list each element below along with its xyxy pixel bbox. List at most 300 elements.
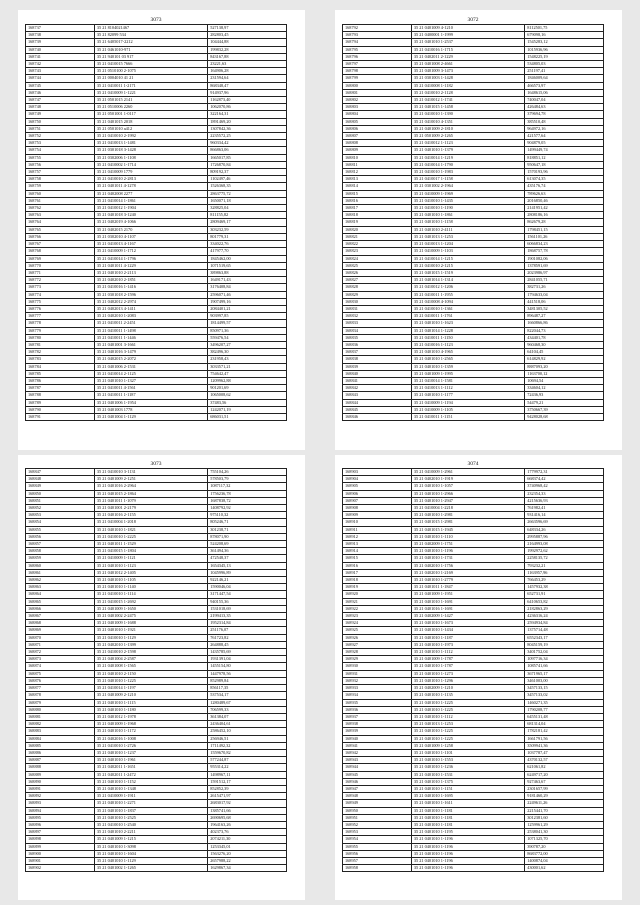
- record-amount-cell: 2215441,70: [525, 807, 604, 814]
- record-code-cell: 35 21 0401010 1-1187: [411, 634, 524, 641]
- record-amount-cell: 2586452,10: [208, 728, 287, 735]
- table-row: [343, 649, 604, 656]
- table-row: [343, 764, 604, 771]
- record-amount-cell: 866863,06: [208, 147, 287, 154]
- table-row: [26, 392, 287, 399]
- record-code-cell: 35 21 0410010 2-1992: [94, 133, 207, 140]
- record-id-cell: 168876: [26, 677, 95, 684]
- record-id-cell: 168807: [343, 133, 412, 140]
- table-row: [343, 125, 604, 132]
- record-code-cell: 35 21 0401009 3-1473: [411, 68, 524, 75]
- record-id-cell: 168745: [26, 82, 95, 89]
- record-code-cell: 35 21 0301018 2-1596: [94, 291, 207, 298]
- table-row: [343, 370, 604, 377]
- record-amount-cell: 852989,84: [208, 677, 287, 684]
- record-code-cell: 35 21 0410009 1-1969: [411, 190, 524, 197]
- record-amount-cell: 1907499,16: [208, 298, 287, 305]
- record-id-cell: 168739: [26, 39, 95, 46]
- record-id-cell: 168818: [343, 212, 412, 219]
- record-amount-cell: 3750667,39: [525, 406, 604, 413]
- record-amount-cell: 3401752,04: [525, 649, 604, 656]
- record-code-cell: 35 21 0004010 41 21: [94, 75, 207, 82]
- record-code-cell: 35 21 0410014 1-1197: [94, 685, 207, 692]
- record-code-cell: 35 21 0401012 1-1978: [94, 713, 207, 720]
- table-row: [26, 613, 287, 620]
- table-row: [26, 212, 287, 219]
- table-row: [26, 821, 287, 828]
- table-row: [343, 771, 604, 778]
- record-id-cell: 168932: [343, 677, 412, 684]
- table-row: [26, 341, 287, 348]
- table-row: [343, 584, 604, 591]
- record-id-cell: 168936: [343, 706, 412, 713]
- record-amount-cell: 2023986,97: [525, 269, 604, 276]
- record-amount-cell: 793232,21: [525, 562, 604, 569]
- record-code-cell: 35 21 0401010 1-1236: [411, 764, 524, 771]
- record-id-cell: 168901: [26, 857, 95, 864]
- record-id-cell: 168842: [343, 385, 412, 392]
- record-amount-cell: 1545283,12: [525, 39, 604, 46]
- record-code-cell: 35 21 0402010 1-2083: [94, 313, 207, 320]
- record-amount-cell: 2538041,30: [525, 829, 604, 836]
- record-code-cell: 35 21 0410010 1-2225: [94, 533, 207, 540]
- table-row: [26, 584, 287, 591]
- record-id-cell: 168940: [343, 735, 412, 742]
- table-row: [343, 377, 604, 384]
- record-code-cell: 35 21 0410010 2-1598: [94, 649, 207, 656]
- record-code-cell: 35 21 0410014 1-1219: [411, 154, 524, 161]
- table-row: [26, 277, 287, 284]
- record-id-cell: 168908: [343, 505, 412, 512]
- table-row: [26, 262, 287, 269]
- record-id-cell: 168838: [343, 356, 412, 363]
- record-id-cell: 168924: [343, 620, 412, 627]
- record-id-cell: 168829: [343, 291, 412, 298]
- table-row: [343, 118, 604, 125]
- table-row: [343, 82, 604, 89]
- record-amount-cell: 766453,29: [525, 577, 604, 584]
- record-id-cell: 168761: [26, 197, 95, 204]
- table-row: [26, 598, 287, 605]
- table-row: [26, 857, 287, 864]
- table-row: [343, 61, 604, 68]
- record-amount-cell: 3012381,60: [525, 814, 604, 821]
- table-row: [26, 526, 287, 533]
- record-code-cell: 35 21 0410012 1-1741: [411, 97, 524, 104]
- record-id-cell: 168777: [26, 313, 95, 320]
- record-amount-cell: 4370132,57: [525, 757, 604, 764]
- record-amount-cell: 1563276,20: [208, 850, 287, 857]
- record-code-cell: 35 21 0410002 1-1714: [94, 161, 207, 168]
- table-row: [26, 125, 287, 132]
- record-code-cell: 35 21 0401010 1-2947: [411, 497, 524, 504]
- record-amount-cell: 1794633,04: [525, 291, 604, 298]
- record-id-cell: 168896: [26, 821, 95, 828]
- table-row: [343, 140, 604, 147]
- record-id-cell: 168774: [26, 291, 95, 298]
- table-row: [26, 627, 287, 634]
- record-id-cell: 168897: [26, 829, 95, 836]
- record-id-cell: 168856: [26, 533, 95, 540]
- record-code-cell: 35 21 0401010 1-1604: [94, 850, 207, 857]
- record-amount-cell: 1385741,66: [208, 807, 287, 814]
- record-code-cell: 35 21 0401010 1-1196: [411, 843, 524, 850]
- table-row: [26, 836, 287, 843]
- record-code-cell: 35 21 0410008 1-1182: [411, 82, 524, 89]
- record-amount-cell: 1846009,64: [525, 75, 604, 82]
- record-amount-cell: 1015936,96: [525, 46, 604, 53]
- record-id-cell: 168894: [26, 807, 95, 814]
- record-id-cell: 168899: [26, 843, 95, 850]
- record-code-cell: 35 21 0402010 1-1919: [411, 476, 524, 483]
- record-code-cell: 35 21 0402010 1-2169: [411, 569, 524, 576]
- record-id-cell: 168831: [343, 305, 412, 312]
- record-id-cell: 168918: [343, 577, 412, 584]
- record-code-cell: 35 21 0401013 1-1253: [411, 233, 524, 240]
- record-amount-cell: 1790208,77: [525, 706, 604, 713]
- record-id-cell: 168791: [26, 413, 95, 420]
- record-amount-cell: 2863775,72: [208, 190, 287, 197]
- record-id-cell: 168765: [26, 226, 95, 233]
- record-amount-cell: 789626,63: [525, 190, 604, 197]
- record-id-cell: 168741: [26, 53, 95, 60]
- record-code-cell: 35 21 0410009 1-1194: [411, 399, 524, 406]
- table-row: [26, 793, 287, 800]
- record-amount-cell: 2074211,30: [208, 836, 287, 843]
- table-row: [343, 183, 604, 190]
- record-code-cell: 35 21 0401018 3-1240: [94, 212, 207, 219]
- record-code-cell: 35 21 0401015 1-2981: [411, 519, 524, 526]
- table-row: [343, 533, 604, 540]
- record-amount-cell: 361384,07: [208, 713, 287, 720]
- record-amount-cell: 1455154,80: [208, 663, 287, 670]
- record-amount-cell: 577244,87: [208, 757, 287, 764]
- table-row: [26, 241, 287, 248]
- record-id-cell: 168738: [26, 32, 95, 39]
- record-id-cell: 168930: [343, 663, 412, 670]
- record-id-cell: 168767: [26, 241, 95, 248]
- record-amount-cell: 1408792,92: [208, 505, 287, 512]
- record-amount-cell: 1548225,19: [525, 53, 604, 60]
- table-row: [343, 591, 604, 598]
- table-row: [26, 728, 287, 735]
- record-id-cell: 168822: [343, 241, 412, 248]
- record-amount-cell: 868348,47: [208, 82, 287, 89]
- record-id-cell: 168823: [343, 248, 412, 255]
- record-amount-cell: 1498967,11: [208, 771, 287, 778]
- record-code-cell: 35 21 0401016 1-1691: [411, 605, 524, 612]
- table-row: [343, 598, 604, 605]
- record-code-cell: 35 21 0410011 1-1187: [94, 392, 207, 399]
- record-id-cell: 168914: [343, 548, 412, 555]
- record-id-cell: 168903: [343, 469, 412, 476]
- table-row: [26, 800, 287, 807]
- record-amount-cell: 1400874,04: [525, 857, 604, 864]
- table-row: [26, 399, 287, 406]
- record-amount-cell: 761723,82: [208, 634, 287, 641]
- record-id-cell: 168902: [26, 865, 95, 872]
- record-code-cell: 35 21 0401012 2-1405: [94, 569, 207, 576]
- record-code-cell: 35 21 0401010 1-1273: [411, 670, 524, 677]
- table-row: [26, 226, 287, 233]
- table-row: [343, 692, 604, 699]
- record-amount-cell: 8112501,75: [525, 25, 604, 32]
- table-row: [343, 793, 604, 800]
- record-amount-cell: 686031,51: [208, 413, 287, 420]
- record-id-cell: 168863: [26, 584, 95, 591]
- record-code-cell: 35 21 0410016 1-1416: [94, 284, 207, 291]
- record-amount-cell: 390787,20: [525, 843, 604, 850]
- record-id-cell: 168781: [26, 341, 95, 348]
- record-id-cell: 168848: [26, 476, 95, 483]
- record-amount-cell: 1648615,06: [525, 89, 604, 96]
- record-id-cell: 168828: [343, 284, 412, 291]
- table-row: [26, 505, 287, 512]
- record-amount-cell: 1687838,72: [208, 497, 287, 504]
- record-amount-cell: 72436,93: [525, 392, 604, 399]
- record-code-cell: 35 21 0401010 2-2211: [94, 829, 207, 836]
- table-row: [343, 392, 604, 399]
- record-code-cell: 35 21 0410011 1-1150: [411, 334, 524, 341]
- table-row: [26, 133, 287, 140]
- record-id-cell: 168944: [343, 764, 412, 771]
- record-id-cell: 168956: [343, 850, 412, 857]
- record-code-cell: 35 21 0401011 1-1529: [94, 541, 207, 548]
- table-row: [26, 334, 287, 341]
- table-row: [26, 814, 287, 821]
- table-row: [343, 807, 604, 814]
- record-id-cell: 168892: [26, 793, 95, 800]
- record-id-cell: 168958: [343, 865, 412, 872]
- record-code-cell: 35 21 0401010 1-2779: [411, 577, 524, 584]
- table-row: [26, 363, 287, 370]
- table-row: [343, 385, 604, 392]
- record-id-cell: 168764: [26, 219, 95, 226]
- table-row: [26, 349, 287, 356]
- table-row: [26, 670, 287, 677]
- record-amount-cell: 3740968,42: [525, 483, 604, 490]
- record-code-cell: 35 21 0401015 2018: [94, 118, 207, 125]
- record-code-cell: 35 21 0402009 1-1427: [411, 613, 524, 620]
- records-table: [342, 468, 604, 872]
- record-amount-cell: 1665017,85: [208, 154, 287, 161]
- table-row: [26, 757, 287, 764]
- record-code-cell: 35 21 0401010 1-1196: [411, 865, 524, 872]
- record-code-cell: 35 21 0402013 4-1411: [94, 305, 207, 312]
- record-code-cell: 35 21 0401010 1-1837: [94, 807, 207, 814]
- record-id-cell: 168844: [343, 399, 412, 406]
- record-code-cell: 35 21 0302010 4-1107: [94, 233, 207, 240]
- record-code-cell: 35 21 0401010 1-1101: [411, 749, 524, 756]
- record-amount-cell: 6552343,17: [525, 634, 604, 641]
- record-code-cell: 35 21 0401010 1-1110: [411, 533, 524, 540]
- table-row: [26, 577, 287, 584]
- record-code-cell: 35 21 940101 03 917: [94, 53, 207, 60]
- record-code-cell: 35 21 0401009 2-1210: [94, 692, 207, 699]
- table-row: [343, 620, 604, 627]
- record-code-cell: 35 21 0401010 1-1623: [411, 320, 524, 327]
- record-code-cell: 35 21 0401004 1-1129: [94, 413, 207, 420]
- record-code-cell: 35 21 0410009 1-1911: [94, 793, 207, 800]
- record-amount-cell: 1209962,88: [208, 377, 287, 384]
- record-amount-cell: 1629867,34: [208, 865, 287, 872]
- record-code-cell: 35 21 0401011 4-1278: [94, 183, 207, 190]
- record-amount-cell: 1931391,04: [208, 656, 287, 663]
- table-row: [343, 505, 604, 512]
- table-row: [26, 413, 287, 420]
- table-row: [26, 327, 287, 334]
- table-row: [26, 298, 287, 305]
- record-amount-cell: 1570193,96: [525, 169, 604, 176]
- record-code-cell: 35 21 0410008 4-1094: [411, 298, 524, 305]
- record-amount-cell: 3171447,54: [208, 591, 287, 598]
- record-amount-cell: 3461003,00: [525, 677, 604, 684]
- record-id-cell: 168839: [343, 363, 412, 370]
- record-id-cell: 168783: [26, 356, 95, 363]
- table-row: [343, 269, 604, 276]
- record-code-cell: 35 21 0401010 1-1379: [411, 147, 524, 154]
- record-id-cell: 168873: [26, 656, 95, 663]
- record-id-cell: 168846: [343, 413, 412, 420]
- record-amount-cell: 3457133,02: [525, 692, 604, 699]
- record-id-cell: 168881: [26, 713, 95, 720]
- record-id-cell: 168867: [26, 613, 95, 620]
- record-id-cell: 168883: [26, 728, 95, 735]
- record-amount-cell: 10694,54: [525, 377, 604, 384]
- record-code-cell: 35 21 0401010 1-1112: [411, 713, 524, 720]
- table-row: [26, 490, 287, 497]
- record-code-cell: 35 21 0410010 4-1351: [411, 118, 524, 125]
- record-code-cell: 35 21 0402011 1-1651: [94, 764, 207, 771]
- record-id-cell: 168954: [343, 836, 412, 843]
- record-amount-cell: 1460271,35: [525, 699, 604, 706]
- record-code-cell: 35 21 0410013 1-1481: [94, 140, 207, 147]
- table-row: [26, 735, 287, 742]
- table-row: [26, 197, 287, 204]
- record-code-cell: 35 21 0401010 2-1150: [94, 670, 207, 677]
- table-row: [343, 298, 604, 305]
- record-amount-cell: 534805,03: [525, 61, 604, 68]
- record-amount-cell: 421577,64: [525, 133, 604, 140]
- record-code-cell: 35 21 0402010 1-1756: [411, 562, 524, 569]
- table-row: [343, 205, 604, 212]
- record-amount-cell: 1782181,42: [525, 728, 604, 735]
- record-id-cell: 168922: [343, 605, 412, 612]
- record-amount-cell: 1901082,06: [525, 255, 604, 262]
- record-id-cell: 168915: [343, 555, 412, 562]
- record-amount-cell: 382731,26: [525, 284, 604, 291]
- record-code-cell: 35 21 0401010 1-1695: [411, 793, 524, 800]
- record-code-cell: 35 21 0410012 1-1904: [94, 205, 207, 212]
- record-code-cell: 35 21 0410013 1-1112: [411, 385, 524, 392]
- record-code-cell: 35 21 0410014 1-1581: [411, 377, 524, 384]
- record-code-cell: 35 21 0401010 1-1181: [411, 821, 524, 828]
- table-row: [343, 613, 604, 620]
- record-amount-cell: 3509941,36: [525, 742, 604, 749]
- table-row: [343, 562, 604, 569]
- record-amount-cell: 64104,45: [525, 349, 604, 356]
- record-id-cell: 168810: [343, 154, 412, 161]
- record-amount-cell: 940155,36: [208, 598, 287, 605]
- record-code-cell: 35 21 0402009 1-1751: [411, 541, 524, 548]
- table-row: [26, 161, 287, 168]
- record-amount-cell: 1062070,86: [208, 104, 287, 111]
- record-code-cell: 35 21 0401002 2-2475: [94, 613, 207, 620]
- table-row: [26, 233, 287, 240]
- table-row: [343, 169, 604, 176]
- record-id-cell: 168806: [343, 125, 412, 132]
- table-row: [26, 305, 287, 312]
- record-code-cell: 35 21 0401010 1-2966: [411, 490, 524, 497]
- record-amount-cell: 3176408,84: [208, 284, 287, 291]
- table-row: [26, 68, 287, 75]
- record-code-cell: 35 21 0410010 1-1114: [94, 591, 207, 598]
- record-code-cell: 35 21 0401016 3-1479: [94, 349, 207, 356]
- record-code-cell: 35 21 0410010 2-1128: [411, 89, 524, 96]
- record-id-cell: 168813: [343, 176, 412, 183]
- record-amount-cell: 2995887,96: [525, 533, 604, 540]
- record-id-cell: 168909: [343, 512, 412, 519]
- record-id-cell: 168931: [343, 670, 412, 677]
- record-code-cell: 35 21 0401015 1-1945: [411, 526, 524, 533]
- table-row: [343, 313, 604, 320]
- table-row: [26, 97, 287, 104]
- record-code-cell: 35 21 0410013 4-1167: [94, 241, 207, 248]
- table-row: [343, 778, 604, 785]
- record-id-cell: 168762: [26, 205, 95, 212]
- record-amount-cell: 402373,76: [208, 829, 287, 836]
- record-id-cell: 168869: [26, 627, 95, 634]
- record-id-cell: 168943: [343, 757, 412, 764]
- table-row: [343, 89, 604, 96]
- record-amount-cell: 430001,62: [525, 865, 604, 872]
- record-id-cell: 168778: [26, 320, 95, 327]
- record-amount-cell: 904879,05: [525, 140, 604, 147]
- record-amount-cell: 54479,21: [525, 399, 604, 406]
- record-code-cell: 35 21 0402012 2-2974: [94, 298, 207, 305]
- table-row: [26, 721, 287, 728]
- table-row: [343, 25, 604, 32]
- record-code-cell: 35 21 0401009 1-1951: [411, 591, 524, 598]
- record-id-cell: 168744: [26, 75, 95, 82]
- table-row: [26, 569, 287, 576]
- record-code-cell: 35 21 0401010 1-1225: [411, 728, 524, 735]
- table-row: [343, 277, 604, 284]
- record-code-cell: 35 21 8104021467: [94, 25, 207, 32]
- table-row: [343, 212, 604, 219]
- record-amount-cell: 426484,63: [525, 104, 604, 111]
- record-amount-cell: 1307842,36: [208, 125, 287, 132]
- record-id-cell: 168825: [343, 262, 412, 269]
- record-id-cell: 168937: [343, 713, 412, 720]
- record-amount-cell: 1163700,12: [525, 370, 604, 377]
- record-amount-cell: 1649171,43: [208, 277, 287, 284]
- record-id-cell: 168858: [26, 548, 95, 555]
- table-row: [343, 291, 604, 298]
- record-code-cell: 35 21 0402010 1-1399: [94, 641, 207, 648]
- page-number: 3072: [467, 17, 479, 23]
- record-code-cell: 35 21 0401009 1-1787: [411, 656, 524, 663]
- table-row: [26, 850, 287, 857]
- table-row: [26, 476, 287, 483]
- record-code-cell: 35 21 0410010 2-2813: [94, 176, 207, 183]
- table-row: [343, 97, 604, 104]
- record-amount-cell: 6066834,23: [525, 241, 604, 248]
- record-code-cell: 35 21 0401010 1-1181: [411, 814, 524, 821]
- record-amount-cell: 4215636,93: [525, 497, 604, 504]
- record-id-cell: 168830: [343, 298, 412, 305]
- record-amount-cell: 955314,22: [208, 764, 287, 771]
